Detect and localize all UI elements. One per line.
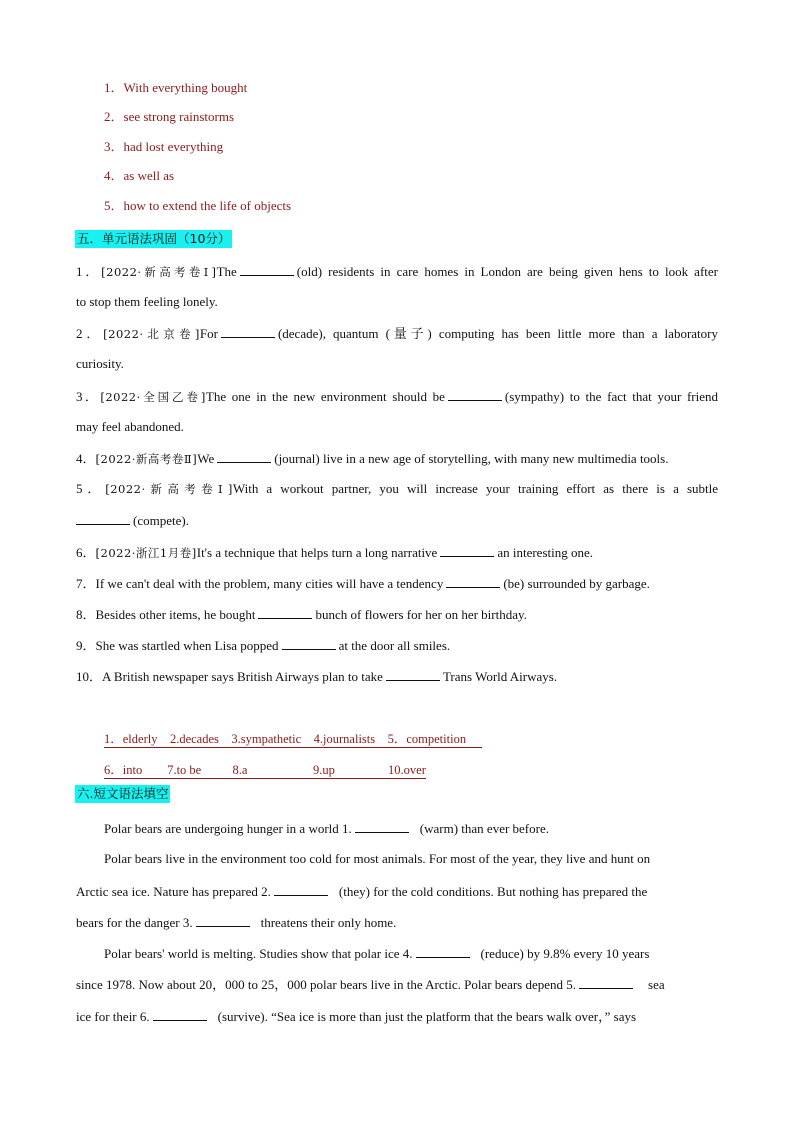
prev-answer-1 xyxy=(104,80,718,96)
question-source: [2022·新高考卷Ⅰ] xyxy=(105,482,233,496)
answer-text: as well as xyxy=(123,168,175,183)
passage-text: threatens their only home. xyxy=(260,915,397,930)
question-number: 1． xyxy=(76,264,102,279)
prev-answer-2 xyxy=(104,109,718,125)
question-6 xyxy=(76,544,718,561)
question-text: (old) residents in care homes in London are being given hens to look after xyxy=(296,264,718,279)
question-text: bunch of flowers for her on her birthday. xyxy=(315,607,527,622)
question-number: 3． xyxy=(76,389,101,404)
question-text: It's a technique that helps turn a long narrative xyxy=(196,545,438,560)
passage-line xyxy=(76,914,718,931)
question-text: Trans World Airways. xyxy=(442,669,558,684)
question-number: 10． xyxy=(76,669,103,684)
section5-answers-row-1: 1．elderly 2.decades 3.sympathetic 4.journalists 5．competition xyxy=(104,732,482,746)
question-number: 7． xyxy=(76,576,96,591)
question-source: [2022·北京卷] xyxy=(103,327,200,341)
question-3 xyxy=(76,388,718,405)
prev-answer-3 xyxy=(104,139,718,155)
question-number: 9． xyxy=(76,638,96,653)
question-number: 6． xyxy=(76,545,96,560)
question-5-continued xyxy=(76,512,718,529)
question-text: (be) surrounded by garbage. xyxy=(503,576,650,591)
passage-text: (survive). “Sea ice is more than just the platform that the bears walk over，” says xyxy=(217,1009,637,1024)
question-source: [2022·新高考卷Ⅱ] xyxy=(95,452,198,466)
question-text: at the door all smiles. xyxy=(338,638,451,653)
passage-text: bears for the danger 3. xyxy=(76,915,193,930)
answer-blank[interactable] xyxy=(448,388,502,401)
question-text: (journal) live in a new age of storytelling, with many new multimedia tools. xyxy=(274,451,669,466)
question-number: 8． xyxy=(76,607,96,622)
question-text: She was startled when Lisa popped xyxy=(95,638,279,653)
passage-line xyxy=(76,883,718,900)
question-1 xyxy=(76,263,718,280)
answer-blank[interactable] xyxy=(282,637,336,650)
question-text: We xyxy=(197,451,215,466)
answer-number: 2． xyxy=(104,109,124,124)
answer-blank[interactable] xyxy=(416,945,470,958)
answer-blank[interactable] xyxy=(217,450,271,463)
passage-text: since 1978. Now about 20，000 to 25，000 polar bears live in the Arctic. Polar bears depend 5. xyxy=(76,977,577,992)
question-number: 2． xyxy=(76,326,104,341)
answer-blank[interactable] xyxy=(221,325,275,338)
passage-text: sea xyxy=(648,977,665,992)
question-2 xyxy=(76,325,718,342)
answer-blank[interactable] xyxy=(153,1008,207,1021)
section5-answers-row-2: 6．into 7.to be 8.a 9.up 10.over xyxy=(104,763,426,777)
answer-blank[interactable] xyxy=(440,544,494,557)
answer-blank[interactable] xyxy=(386,668,440,681)
passage-text: Arctic sea ice. Nature has prepared 2. xyxy=(76,884,271,899)
passage-text: (they) for the cold conditions. But nothing has prepared the xyxy=(338,884,648,899)
answer-blank[interactable] xyxy=(240,263,294,276)
passage-line xyxy=(76,1008,718,1025)
question-7 xyxy=(76,575,718,592)
question-2-continued: curiosity. xyxy=(76,356,124,371)
question-text: The one in the new environment should be xyxy=(205,389,445,404)
passage-line xyxy=(104,820,718,837)
question-text: A British newspaper says British Airways plan to take xyxy=(102,669,383,684)
question-source: [2022·新高考卷Ⅰ] xyxy=(101,265,217,279)
question-number: 4． xyxy=(76,451,96,466)
prev-answer-4 xyxy=(104,168,718,184)
question-3-continued: may feel abandoned. xyxy=(76,419,184,434)
question-text: For xyxy=(199,326,218,341)
passage-line xyxy=(104,945,718,962)
passage-text: (warm) than ever before. xyxy=(419,821,549,836)
passage-text: Polar bears are undergoing hunger in a world 1. xyxy=(104,821,352,836)
answer-text: see strong rainstorms xyxy=(123,109,234,124)
passage-text: (reduce) by 9.8% every 10 years xyxy=(480,946,650,961)
passage-text: ice for their 6. xyxy=(76,1009,150,1024)
answer-blank[interactable] xyxy=(196,914,250,927)
question-10 xyxy=(76,668,718,685)
question-9 xyxy=(76,637,718,654)
answer-text: how to extend the life of objects xyxy=(123,198,292,213)
question-text: If we can't deal with the problem, many cities will have a tendency xyxy=(95,576,444,591)
question-text: an interesting one. xyxy=(497,545,594,560)
question-5 xyxy=(76,481,718,497)
question-text: (compete). xyxy=(133,513,189,528)
question-source: [2022·全国乙卷] xyxy=(100,390,206,404)
question-text: (decade), quantum (量子) computing has been little more than a laboratory xyxy=(277,326,718,341)
question-text: With a workout partner, you will increase your training effort as there is a subtle xyxy=(232,481,719,496)
question-text: (sympathy) to the fact that your friend xyxy=(504,389,718,404)
answer-blank[interactable] xyxy=(446,575,500,588)
answer-blank[interactable] xyxy=(355,820,409,833)
answer-number: 1． xyxy=(104,80,124,95)
passage-text: Polar bears' world is melting. Studies show that polar ice 4. xyxy=(104,946,413,961)
answer-text: had lost everything xyxy=(123,139,224,154)
question-text: Besides other items, he bought xyxy=(95,607,256,622)
question-number: 5． xyxy=(76,481,106,496)
section5-heading: 五．单元语法巩固（10分） xyxy=(77,231,231,246)
question-4 xyxy=(76,450,718,467)
passage-line: Polar bears live in the environment too cold for most animals. For most of the year, they live and hunt on xyxy=(104,851,651,866)
prev-answer-5 xyxy=(104,198,718,214)
passage-line xyxy=(76,976,718,993)
answer-number: 3． xyxy=(104,139,124,154)
answer-blank[interactable] xyxy=(258,606,312,619)
answer-blank[interactable] xyxy=(274,883,328,896)
section6-heading: 六.短文语法填空 xyxy=(77,786,169,801)
question-source: [2022·浙江1月卷] xyxy=(95,546,197,560)
answer-text: With everything bought xyxy=(123,80,248,95)
answer-blank[interactable] xyxy=(76,512,130,525)
answer-number: 5． xyxy=(104,198,124,213)
question-8 xyxy=(76,606,718,623)
answer-blank[interactable] xyxy=(579,976,633,989)
question-1-continued: to stop them feeling lonely. xyxy=(76,294,218,309)
answer-number: 4． xyxy=(104,168,124,183)
question-text: The xyxy=(216,264,237,279)
